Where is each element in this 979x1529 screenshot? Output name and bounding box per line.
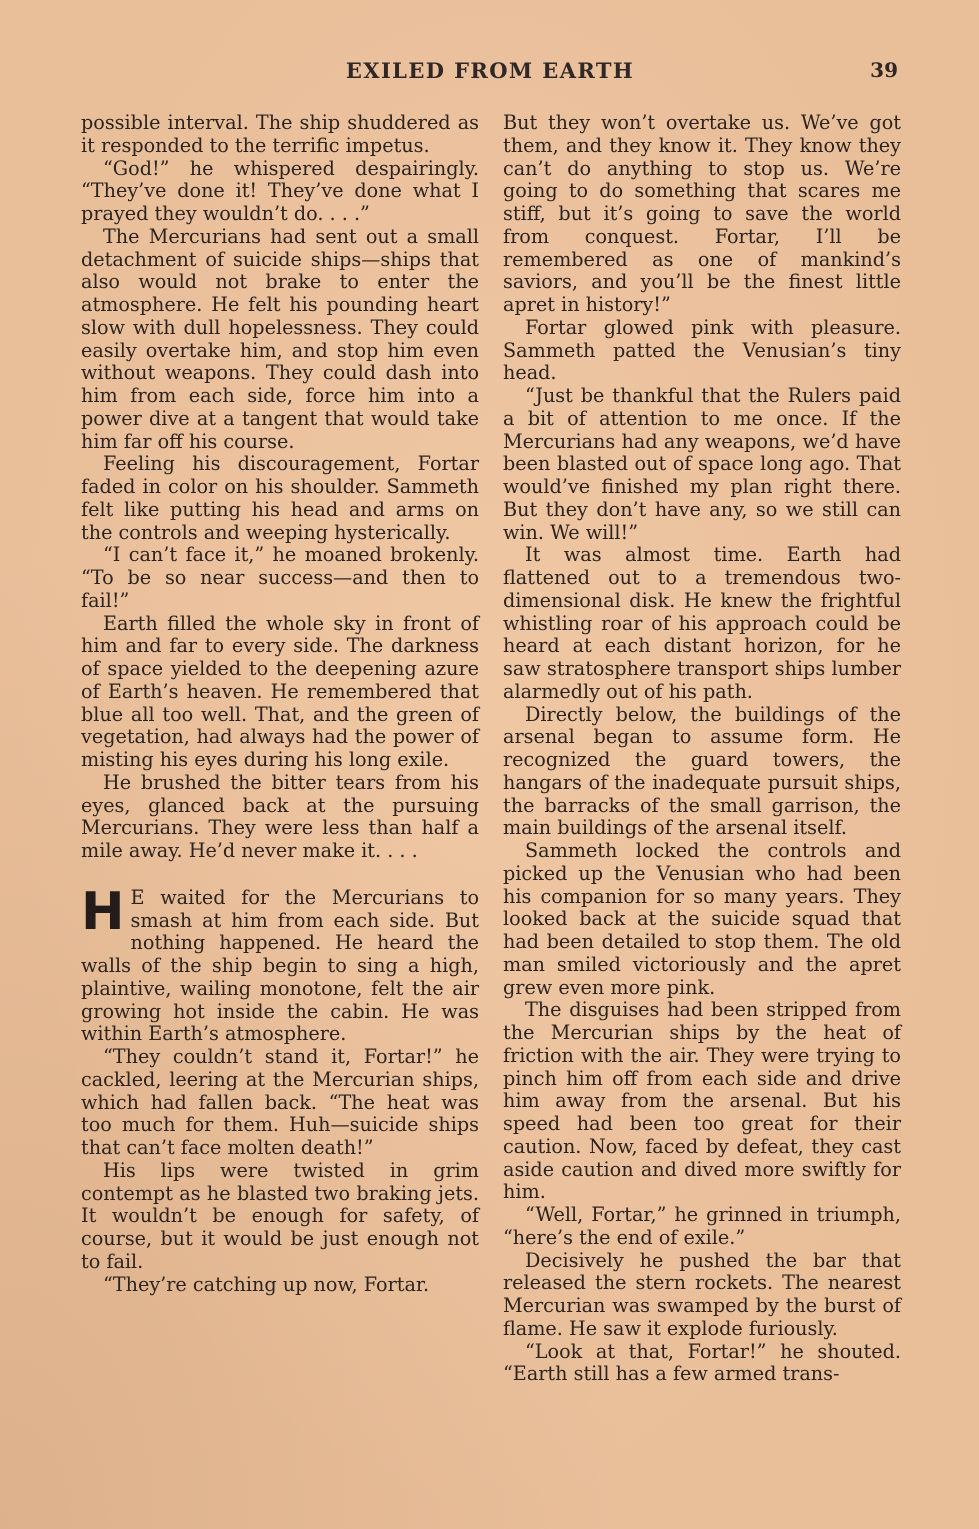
paragraph: But they won’t overtake us. We’ve got them, and they know it. They know they can’t do anything to stop us. We’re going to do something that scares me stiff, but it’s going to save the world from conquest. Fortar, I’ll be remembered as one of mankind’s saviors, and you’ll be the finest little apret in history!” (503, 111, 901, 316)
paragraph: The Mercurians had sent out a small detachment of suicide ships—ships that also would not brake to enter the atmosphere. He felt his pounding heart slow with dull hopelessness. They could easily overtake him, and stop him even without weapons. They could dash into him from each side, force him into a power dive at a tangent that would take him far off his course. (81, 224, 479, 453)
left-column (81, 112, 479, 1296)
paragraph: The disguises had been stripped from the Mercurian ships by the heat of friction with the air. They were trying to pinch him off from each side and drive him away from the arsenal. But his speed had been too great for their caution. Now, faced by defeat, they cast aside caution and dived more swiftly for him. (503, 998, 901, 1204)
paragraph: Fortar glowed pink with pleasure. Sammeth patted the Venusian’s tiny head. (503, 315, 901, 385)
section-opening-paragraph (81, 881, 479, 1046)
paragraph: Decisively he pushed the bar that released the stern rockets. The nearest Mercurian was swamped by the burst of flame. He saw it explode furiously. (503, 1248, 901, 1340)
paragraph: Directly below, the buildings of the arsenal began to assume form. He recognized the guard towers, the hangars of the inadequate pursuit ships, the barracks of the small garrison, the main buildings of the arsenal itself. (503, 702, 901, 840)
paragraph: “I can’t face it,” he moaned brokenly. “To be so near success—and then to fail!” (81, 543, 479, 612)
paragraph: “Just be thankful that the Rulers paid a bit of attention to me once. If the Mercurians had any weapons, we’d have been blasted out of space long ago. That would’ve finished my plan right there. But they don’t have any, so we still can win. We will!” (503, 384, 901, 544)
paragraph: Sammeth locked the controls and picked up the Venusian who had been his companion for so many years. They looked back at the suicide squad that had been detailed to stop them. The old man smiled victoriously and the apret grew even more pink. (503, 839, 901, 999)
paragraph: “God!” he whispered despairingly. “They’ve done it! They’ve done what I prayed they wouldn’t do. . . .” (81, 156, 479, 225)
paragraph: Earth filled the whole sky in front of him and far to every side. The darkness of space yielded to the deepening azure of Earth’s heaven. He remembered that blue all too well. That, and the green of vegetation, had always had the power of misting his eyes during his long exile. (81, 611, 479, 771)
paragraph: Feeling his discouragement, Fortar faded in color on his shoulder. Sammeth felt like putting his head and arms on the controls and weeping hysterically. (81, 452, 479, 544)
paragraph: It was almost time. Earth had flattened out to a tremendous two-dimensional disk. He knew the frightful whistling roar of his approach could be heard at each distant horizon, for he saw stratosphere transport ships lumber alarmedly out of his path. (503, 543, 901, 703)
drop-cap: H (81, 881, 125, 942)
paragraph: “They couldn’t stand it, Fortar!” he cackled, leering at the Mercurian ships, which had fallen back. “The heat was too much for them. Huh—suicide ships that can’t face molten death!” (81, 1045, 479, 1159)
paragraph: “Well, Fortar,” he grinned in triumph, “here’s the end of exile.” (503, 1203, 901, 1249)
paragraph: possible interval. The ship shuddered as it responded to the terrific impetus. (81, 111, 479, 157)
page-number: 39 (870, 58, 898, 82)
right-column (503, 112, 901, 1386)
section-opening-text: E waited for the Mercurians to smash at him from each side. But nothing happened. He heard the walls of the ship begin to sing a high, plaintive, wailing monotone, felt the air growing hot inside the cabin. He was within Earth’s atmosphere. (81, 885, 479, 1046)
paragraph: His lips were twisted in grim contempt as he blasted two braking jets. It wouldn’t be enough for safety, of course, but it would be just enough not to fail. (81, 1158, 479, 1273)
paragraph: “Look at that, Fortar!” he shouted. “Earth still has a few armed trans- (503, 1339, 901, 1386)
page-header (80, 58, 900, 86)
paragraph: He brushed the bitter tears from his eyes, glanced back at the pursuing Mercurians. They were less than half a mile away. He’d never make it. . . . (81, 770, 479, 862)
paragraph: “They’re catching up now, Fortar. (103, 1272, 430, 1296)
running-head: EXILED FROM EARTH (345, 58, 635, 83)
